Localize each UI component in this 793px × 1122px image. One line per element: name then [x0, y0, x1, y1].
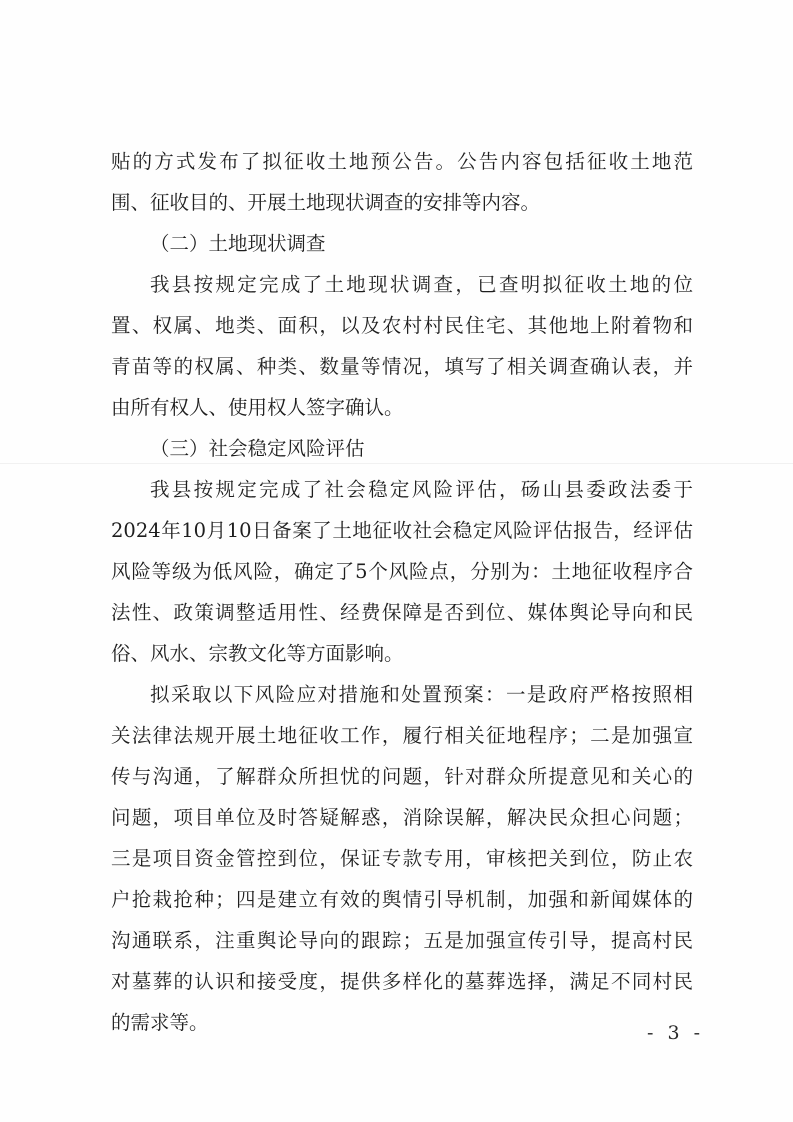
text-line: 沟通联系，注重舆论导向的跟踪；五是加强宣传引导，提高村民 [111, 929, 693, 952]
text-line: 对墓葬的认识和接受度，提供多样化的墓葬选择，满足不同村民 [111, 970, 693, 993]
text-line: 青苗等的权属、种类、数量等情况，填写了相关调查确认表，并 [111, 355, 693, 378]
text-line: 关法律法规开展土地征收工作，履行相关征地程序；二是加强宣 [111, 724, 693, 747]
text-line: 俗、风水、宗教文化等方面影响。 [111, 642, 404, 665]
text-line: 我县按规定完成了社会稳定风险评估，砀山县委政法委于 [150, 478, 693, 501]
text-line: 风险等级为低风险，确定了5个风险点，分别为：土地征收程序合 [111, 560, 693, 583]
text-line: 我县按规定完成了土地现状调查，已查明拟征收土地的位 [150, 273, 693, 296]
body-text [111, 141, 693, 1043]
section-heading: （二）土地现状调查 [150, 232, 326, 255]
text-line: 拟采取以下风险应对措施和处置预案：一是政府严格按照相 [150, 683, 693, 706]
text-line: 户抢栽抢种；四是建立有效的舆情引导机制，加强和新闻媒体的 [111, 888, 693, 911]
text-line: 的需求等。 [111, 1011, 209, 1034]
text-line: 三是项目资金管控到位，保证专款专用，审核把关到位，防止农 [111, 847, 693, 870]
text-line: 2024年10月10日备案了土地征收社会稳定风险评估报告，经评估 [111, 519, 693, 542]
text-line: 传与沟通，了解群众所担忧的问题，针对群众所提意见和关心的 [111, 765, 693, 788]
text-line: 围、征收目的、开展土地现状调查的安排等内容。 [111, 191, 541, 214]
text-line: 置、权属、地类、面积，以及农村村民住宅、其他地上附着物和 [111, 314, 693, 337]
text-line: 贴的方式发布了拟征收土地预公告。公告内容包括征收土地范 [111, 150, 693, 173]
section-heading: （三）社会稳定风险评估 [150, 437, 365, 460]
text-line: 由所有权人、使用权人签字确认。 [111, 396, 404, 419]
text-line: 问题，项目单位及时答疑解惑，消除误解，解决民众担心问题； [111, 806, 693, 829]
page-number: - 3 - [646, 1022, 704, 1044]
text-line: 法性、政策调整适用性、经费保障是否到位、媒体舆论导向和民 [111, 601, 693, 624]
